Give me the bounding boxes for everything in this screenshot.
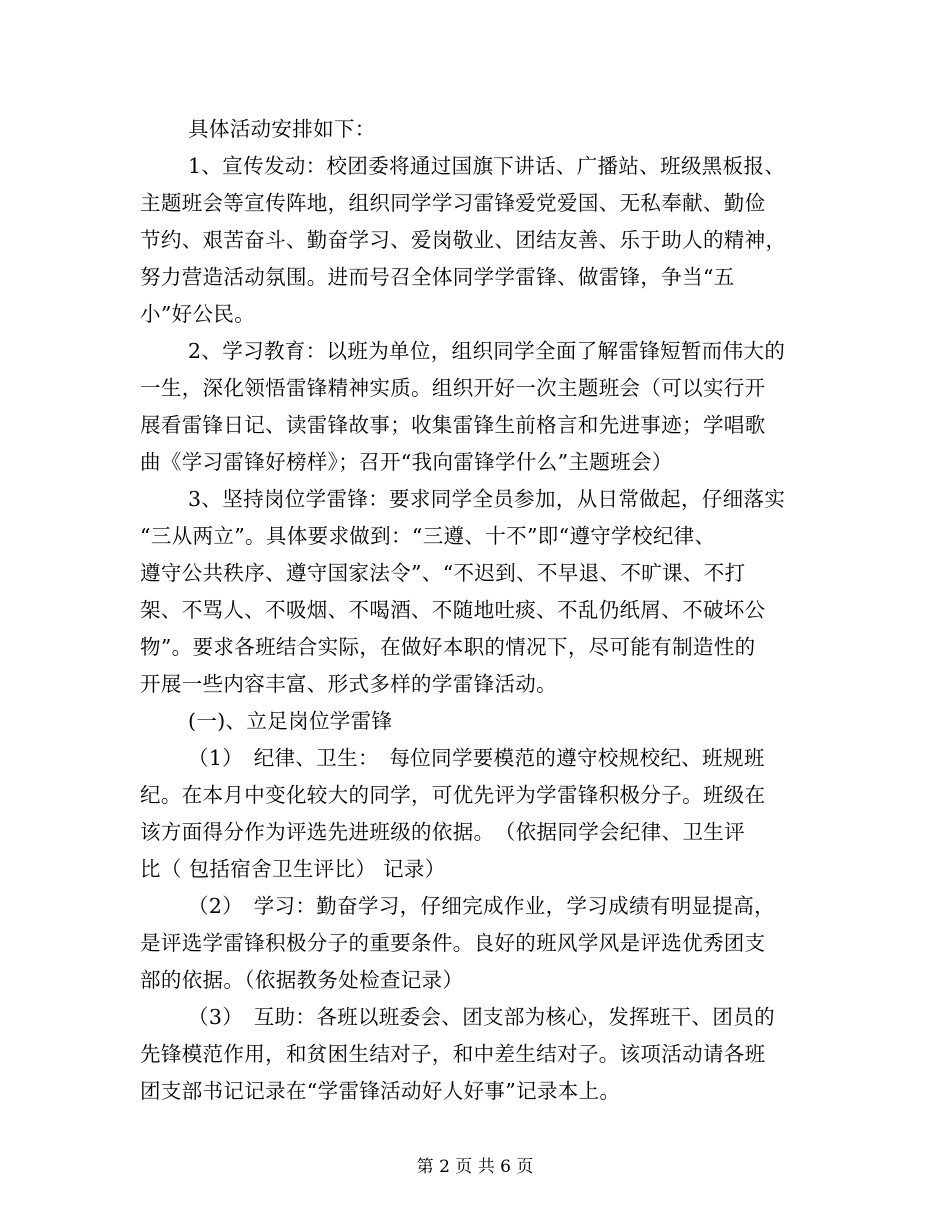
page-number-footer: 第 2 页 共 6 页 (416, 1157, 534, 1177)
text-line: 物”。要求各班结合实际，在做好本职的情况下，尽可能有制造性的 (140, 635, 756, 659)
text-line: 该方面得分作为评选先进班级的依据。 （依据同学会纪律、卫生评 (140, 820, 745, 844)
text-line: “三从两立”。具体要求做到：“三遵、十不”即“遵守学校纪律、 (140, 524, 716, 548)
text-line: 主题班会等宣传阵地，组织同学学习雷锋爱党爱国、无私奉献、勤俭 (140, 191, 766, 215)
text-line: 展看雷锋日记、读雷锋故事；收集雷锋生前格言和先进事迹；学唱歌 (140, 413, 766, 437)
text-line: 比（ 包括宿舍卫生评比） 记录） (140, 857, 446, 881)
text-line: （3） 互助：各班以班委会、团支部为核心，发挥班干、团员的 (188, 1005, 775, 1029)
text-line: 先锋模范作用，和贫困生结对子，和中差生结对子。该项活动请各班 (140, 1042, 766, 1066)
text-line: （1） 纪律、卫生： 每位同学要模范的遵守校规校纪、班规班 (188, 746, 765, 770)
text-line: 小”好公民。 (140, 302, 256, 326)
text-line: 是评选学雷锋积极分子的重要条件。良好的班风学风是评选优秀团支 (140, 931, 766, 955)
text-line: 努力营造活动氛围。进而号召全体同学学雷锋、做雷锋，争当“五 (140, 265, 735, 289)
text-line: 具体活动安排如下： (188, 117, 376, 141)
text-line: 一生，深化领悟雷锋精神实质。组织开好一次主题班会（可以实行开 (140, 376, 766, 400)
text-line: 纪。在本月中变化较大的同学，可优先评为学雷锋积极分子。班级在 (140, 783, 766, 807)
text-line: 3、坚持岗位学雷锋：要求同学全员参加，从日常做起，仔细落实 (188, 487, 786, 511)
text-line: 节约、艰苦奋斗、勤奋学习、爱岗敬业、团结友善、乐于助人的精神， (140, 228, 787, 252)
text-line: 1、宣传发动：校团委将通过国旗下讲话、广播站、班级黑板报、 (188, 154, 786, 178)
section-heading: (一)、立足岗位学雷锋 (188, 709, 393, 733)
text-line: 团支部书记记录在“学雷锋活动好人好事”记录本上。 (140, 1079, 621, 1103)
text-line: 曲《学习雷锋好榜样》；召开“我向雷锋学什么”主题班会） (140, 450, 673, 474)
text-line: 2、学习教育：以班为单位，组织同学全面了解雷锋短暂而伟大的 (188, 339, 786, 363)
text-line: 遵守公共秩序、遵守国家法令”、“不迟到、不早退、不旷课、不打 (140, 561, 746, 585)
text-line: 部的依据。（依据教务处检查记录） (140, 968, 464, 992)
text-line: 架、不骂人、不吸烟、不喝酒、不随地吐痰、不乱仍纸屑、不破坏公 (140, 598, 766, 622)
text-line: （2） 学习：勤奋学习，仔细完成作业，学习成绩有明显提高， (188, 894, 775, 918)
text-line: 开展一些内容丰富、形式多样的学雷锋活动。 (140, 672, 557, 696)
